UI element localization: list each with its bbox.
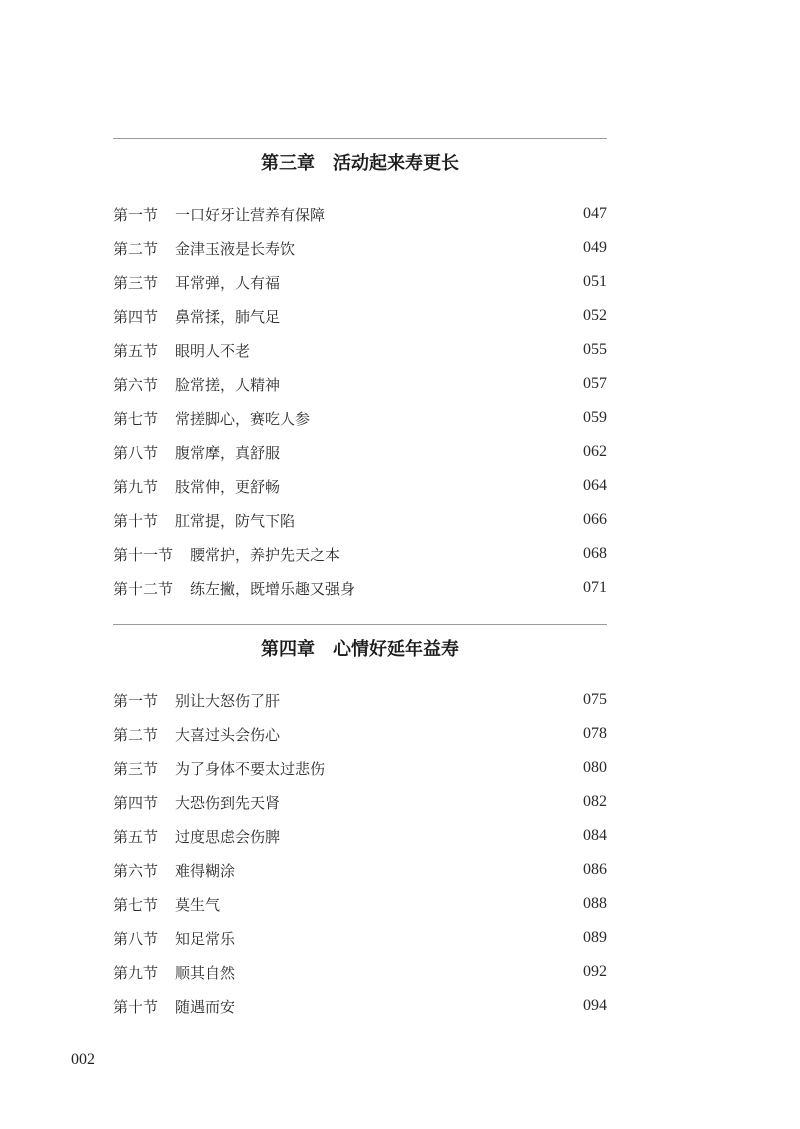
section-number: 第七节 (113, 409, 159, 428)
section-title: 为了身体不要太过悲伤 (175, 759, 326, 778)
toc-entry[interactable] (113, 921, 607, 955)
section-number: 第七节 (113, 895, 159, 914)
section-title: 常搓脚心，赛吃人参 (175, 409, 311, 428)
toc-entry[interactable] (113, 469, 607, 503)
section-page-number: 088 (583, 895, 607, 912)
toc-entry[interactable] (113, 955, 607, 989)
section-number: 第五节 (113, 341, 159, 360)
section-page-number: 057 (583, 375, 607, 392)
toc-entry[interactable] (113, 503, 607, 537)
chapter-3 (113, 138, 607, 605)
section-page-number: 086 (583, 861, 607, 878)
section-number: 第三节 (113, 273, 159, 292)
section-page-number: 062 (583, 443, 607, 460)
section-page-number: 049 (583, 239, 607, 256)
section-title: 脸常搓，人精神 (175, 375, 281, 394)
section-number: 第三节 (113, 759, 159, 778)
section-number: 第十节 (113, 997, 159, 1016)
section-title: 顺其自然 (175, 963, 236, 982)
section-number: 第十节 (113, 511, 159, 530)
toc-list (113, 197, 607, 605)
section-title: 大恐伤到先天肾 (175, 793, 281, 812)
section-number: 第六节 (113, 861, 159, 880)
section-page-number: 094 (583, 997, 607, 1014)
section-number: 第一节 (113, 205, 159, 224)
toc-entry[interactable] (113, 819, 607, 853)
section-title: 眼明人不老 (175, 341, 251, 360)
section-page-number: 084 (583, 827, 607, 844)
chapter-divider (113, 624, 607, 625)
section-number: 第九节 (113, 477, 159, 496)
section-page-number: 064 (583, 477, 607, 494)
toc-entry[interactable] (113, 683, 607, 717)
section-title: 难得糊涂 (175, 861, 236, 880)
section-title: 腹常摩，真舒服 (175, 443, 281, 462)
toc-entry[interactable] (113, 717, 607, 751)
section-page-number: 068 (583, 545, 607, 562)
section-title: 肛常提，防气下陷 (175, 511, 296, 530)
section-title: 随遇而安 (175, 997, 236, 1016)
section-title: 金津玉液是长寿饮 (175, 239, 296, 258)
toc-entry[interactable] (113, 197, 607, 231)
toc-entry[interactable] (113, 751, 607, 785)
chapter-title: 第四章 心情好延年益寿 (261, 639, 459, 660)
toc-list (113, 683, 607, 1023)
section-number: 第四节 (113, 307, 159, 326)
toc-entry[interactable] (113, 435, 607, 469)
section-number: 第十二节 (113, 579, 174, 598)
chapter-4 (113, 624, 607, 1023)
toc-entry[interactable] (113, 853, 607, 887)
section-number: 第八节 (113, 929, 159, 948)
section-number: 第一节 (113, 691, 159, 710)
section-title: 过度思虑会伤脾 (175, 827, 281, 846)
section-title: 鼻常揉，肺气足 (175, 307, 281, 326)
toc-entry[interactable] (113, 989, 607, 1023)
section-number: 第四节 (113, 793, 159, 812)
toc-entry[interactable] (113, 333, 607, 367)
section-number: 第十一节 (113, 545, 174, 564)
section-number: 第八节 (113, 443, 159, 462)
chapter-title: 第三章 活动起来寿更长 (261, 153, 459, 174)
section-title: 耳常弹，人有福 (175, 273, 281, 292)
section-number: 第六节 (113, 375, 159, 394)
toc-entry[interactable] (113, 887, 607, 921)
section-title: 肢常伸，更舒畅 (175, 477, 281, 496)
section-title: 腰常护，养护先天之本 (190, 545, 341, 564)
toc-entry[interactable] (113, 231, 607, 265)
toc-entry[interactable] (113, 537, 607, 571)
section-title: 练左撇，既增乐趣又强身 (190, 579, 356, 598)
page-number: 002 (71, 1051, 95, 1068)
section-page-number: 047 (583, 205, 607, 222)
section-page-number: 071 (583, 579, 607, 596)
section-title: 别让大怒伤了肝 (175, 691, 281, 710)
toc-entry[interactable] (113, 367, 607, 401)
section-page-number: 075 (583, 691, 607, 708)
section-number: 第九节 (113, 963, 159, 982)
section-page-number: 051 (583, 273, 607, 290)
section-page-number: 092 (583, 963, 607, 980)
toc-entry[interactable] (113, 571, 607, 605)
chapter-divider (113, 138, 607, 139)
toc-entry[interactable] (113, 785, 607, 819)
section-number: 第五节 (113, 827, 159, 846)
toc-entry[interactable] (113, 265, 607, 299)
section-page-number: 066 (583, 511, 607, 528)
section-title: 一口好牙让营养有保障 (175, 205, 326, 224)
section-number: 第二节 (113, 725, 159, 744)
section-page-number: 080 (583, 759, 607, 776)
section-page-number: 089 (583, 929, 607, 946)
section-title: 大喜过头会伤心 (175, 725, 281, 744)
section-title: 莫生气 (175, 895, 221, 914)
section-title: 知足常乐 (175, 929, 236, 948)
section-page-number: 055 (583, 341, 607, 358)
toc-entry[interactable] (113, 401, 607, 435)
toc-entry[interactable] (113, 299, 607, 333)
section-page-number: 078 (583, 725, 607, 742)
section-page-number: 052 (583, 307, 607, 324)
section-page-number: 082 (583, 793, 607, 810)
section-number: 第二节 (113, 239, 159, 258)
section-page-number: 059 (583, 409, 607, 426)
